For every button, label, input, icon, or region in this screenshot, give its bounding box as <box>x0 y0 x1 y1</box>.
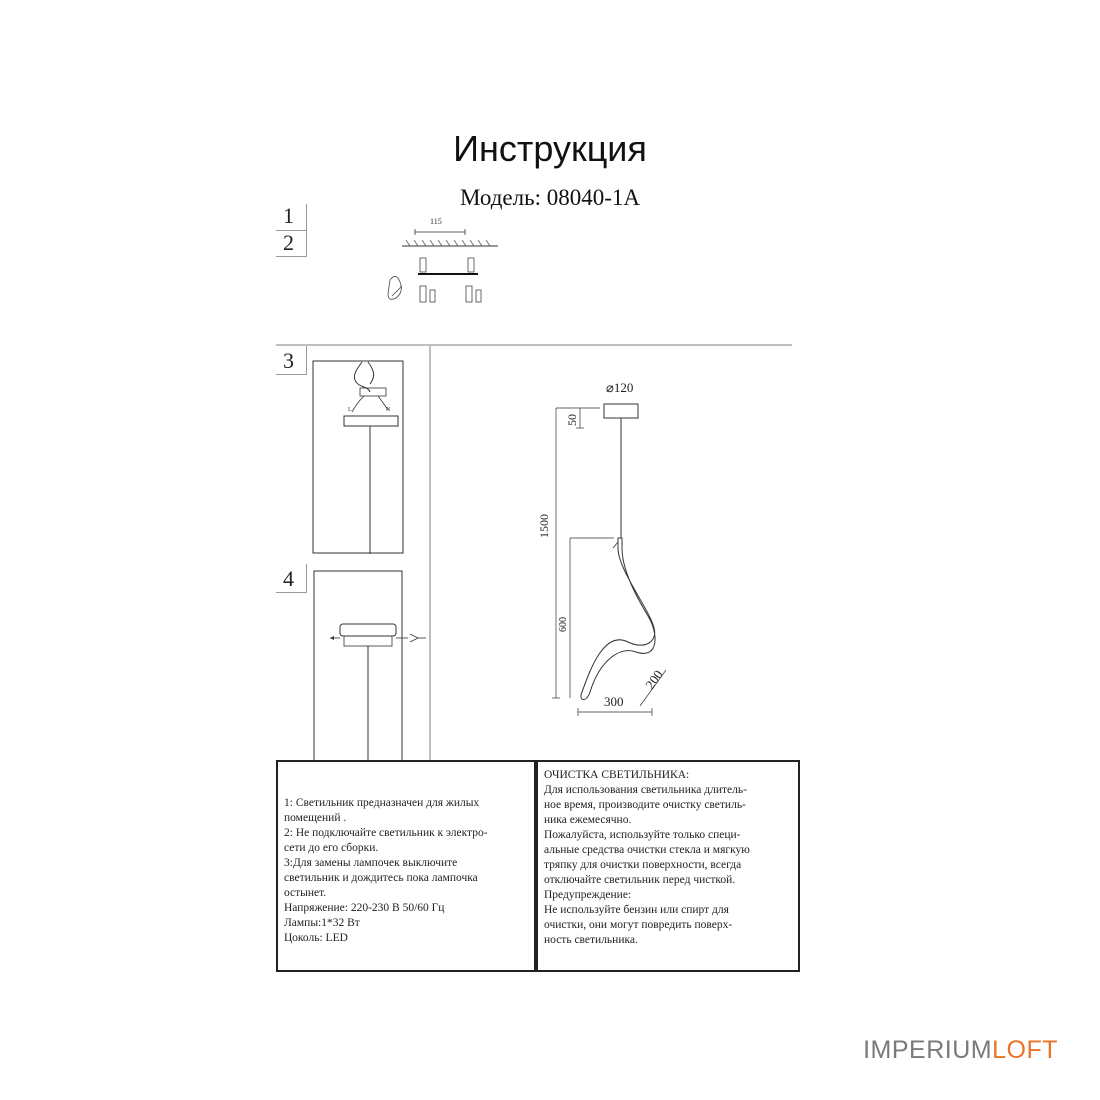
info-left-line: Лампы:1*32 Вт <box>284 917 360 929</box>
model-label: Модель: 08040-1A <box>459 185 640 210</box>
info-left-line: Цоколь: LED <box>284 932 348 944</box>
info-right-line: альные средства очистки стекла и мягкую <box>544 844 750 856</box>
info-right-line: ность светильника. <box>544 934 638 946</box>
info-left-text <box>284 796 488 946</box>
canopy-install-diagram <box>312 570 432 762</box>
info-left-line: 2: Не подключайте светильник к электро- <box>284 827 488 839</box>
depth-label: 200 <box>642 667 666 692</box>
info-left-line: светильник и дождитесь пока лампочка <box>284 872 478 884</box>
info-right-line: ника ежемесячно. <box>544 814 632 826</box>
info-right-line: ное время, производите очистку светиль- <box>544 799 746 811</box>
info-right-line: Пожалуйста, используйте только специ- <box>544 829 741 841</box>
total-height-label: 1500 <box>537 514 551 538</box>
step-2-number: 2 <box>283 230 294 255</box>
brand-logo-part1: IMPERIUM <box>863 1036 993 1064</box>
step-4-number: 4 <box>283 566 294 591</box>
wiring-diagram <box>312 360 404 554</box>
info-right-text <box>544 768 750 948</box>
terminal-n-label: N <box>386 407 391 413</box>
brand-logo <box>863 1036 1058 1065</box>
mounting-bracket-diagram <box>380 210 510 320</box>
terminal-l-label: L <box>348 407 352 413</box>
info-right-line: очистки, они могут повредить поверх- <box>544 919 733 931</box>
info-left-line: остынет. <box>284 887 327 899</box>
width-label: 300 <box>604 694 624 709</box>
info-left-line: 1: Светильник предназначен для жилых <box>284 797 480 809</box>
info-right-line: Предупреждение: <box>544 889 632 901</box>
mount-width-label: 115 <box>430 217 442 226</box>
canopy-height-label: 50 <box>565 414 579 426</box>
lamp-dimension-drawing <box>520 370 670 730</box>
info-right-line: тряпку для очистки поверхности, всегда <box>544 859 742 871</box>
info-right-line: отключайте светильник перед чисткой. <box>544 874 736 886</box>
diameter-label: ⌀120 <box>606 380 634 395</box>
page-title: Инструкция <box>453 128 647 169</box>
info-left-line: помещений . <box>284 812 347 824</box>
info-left-line: Напряжение: 220-230 В 50/60 Гц <box>284 902 445 914</box>
step-1-number: 1 <box>283 203 294 228</box>
brand-logo-part2: LOFT <box>992 1036 1058 1064</box>
info-left-line: сети до его сборки. <box>284 842 379 854</box>
info-left-line: 3:Для замены лампочек выключите <box>284 857 458 869</box>
body-height-label: 600 <box>558 617 569 632</box>
step-3-number: 3 <box>283 348 294 373</box>
section-divider <box>276 344 792 346</box>
info-right-line: Не используйте бензин или спирт для <box>544 904 729 916</box>
info-right-line: Для использования светильника длитель- <box>544 784 747 796</box>
info-right-line: ОЧИСТКА СВЕТИЛЬНИКА: <box>544 769 690 781</box>
